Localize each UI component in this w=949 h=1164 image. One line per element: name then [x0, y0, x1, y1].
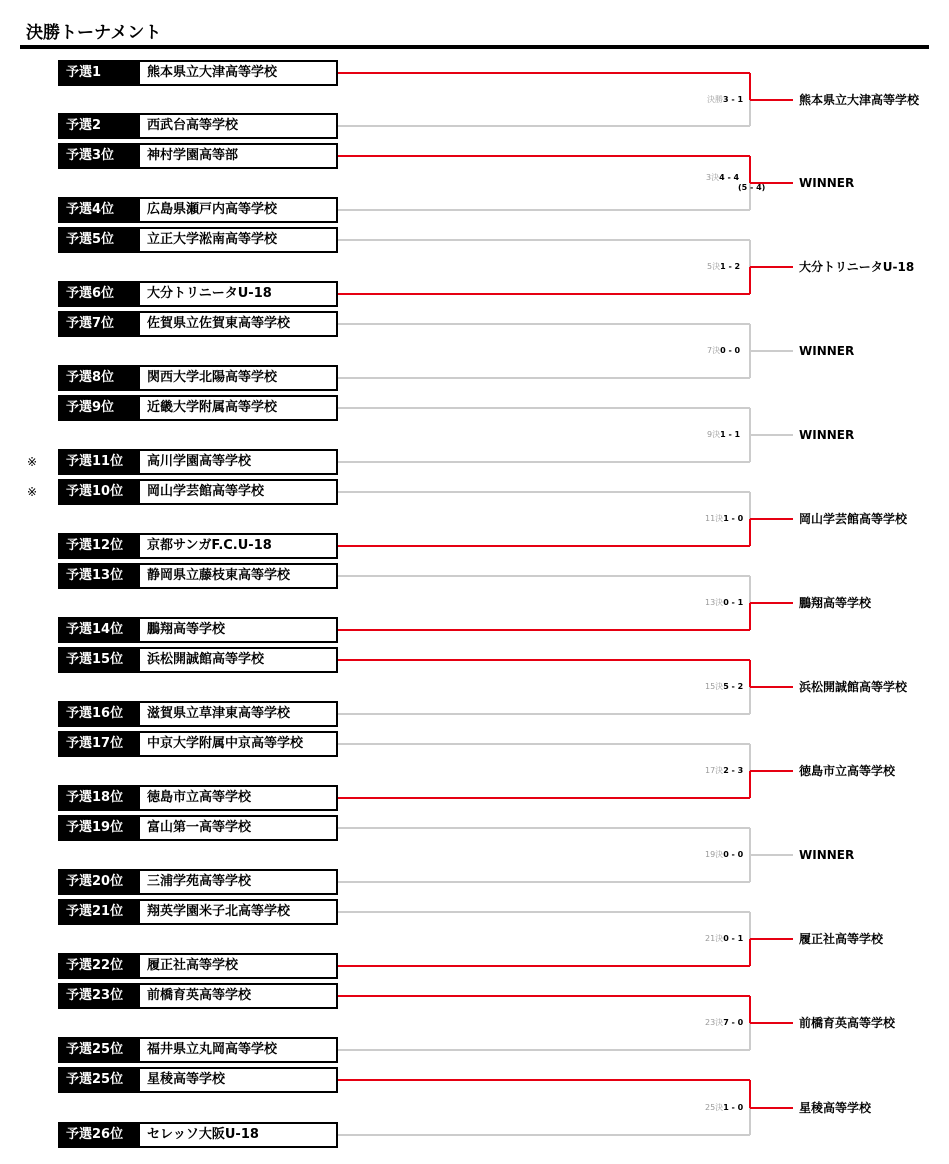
seed-label: 予選1 — [58, 60, 138, 86]
team-name: 履正社高等学校 — [138, 953, 338, 979]
team-name: 浜松開誠館高等学校 — [138, 647, 338, 673]
seed-label: 予選11位 — [58, 449, 138, 475]
seed-label: 予選3位 — [58, 143, 138, 169]
match-result: WINNER — [799, 848, 855, 862]
score-value: 0 - 1 — [723, 598, 744, 607]
team-name: 富山第一高等学校 — [138, 815, 338, 841]
team-name: 鵬翔高等学校 — [138, 617, 338, 643]
score-value: 1 - 0 — [723, 1103, 744, 1112]
match-score — [707, 95, 743, 105]
match-label: 17決 — [705, 766, 724, 775]
team-name: 西武台高等学校 — [138, 113, 338, 139]
match-label: 21決 — [705, 934, 724, 943]
match-score — [707, 346, 740, 356]
team-name: 広島県瀬戸内高等学校 — [138, 197, 338, 223]
team-name: セレッソ大阪U-18 — [138, 1122, 338, 1148]
note-mark: ※ — [27, 455, 38, 469]
team-name: 静岡県立藤枝東高等学校 — [138, 563, 338, 589]
team-name: 中京大学附属中京高等学校 — [138, 731, 338, 757]
seed-label: 予選25位 — [58, 1067, 138, 1093]
match-result: WINNER — [799, 344, 855, 358]
match-result: 星稜高等学校 — [799, 1101, 872, 1115]
match-score — [705, 850, 743, 860]
team-name: 滋賀県立草津東高等学校 — [138, 701, 338, 727]
score-value: 0 - 0 — [723, 850, 744, 859]
seed-label: 予選14位 — [58, 617, 138, 643]
match-label: 11決 — [705, 514, 724, 523]
match-label: 23決 — [705, 1018, 724, 1027]
note-mark: ※ — [27, 485, 38, 499]
seed-label: 予選8位 — [58, 365, 138, 391]
match-score — [705, 1103, 743, 1113]
team-name: 岡山学芸館高等学校 — [138, 479, 338, 505]
match-label: 7決 — [707, 346, 721, 355]
match-score — [707, 430, 740, 440]
team-name: 翔英学園米子北高等学校 — [138, 899, 338, 925]
team-name: 大分トリニータU-18 — [138, 281, 338, 307]
seed-label: 予選16位 — [58, 701, 138, 727]
match-score — [705, 514, 743, 524]
match-result: 前橋育英高等学校 — [799, 1016, 896, 1030]
seed-label: 予選4位 — [58, 197, 138, 223]
match-score — [705, 766, 743, 776]
match-score — [705, 934, 743, 944]
match-label: 25決 — [705, 1103, 724, 1112]
match-score — [705, 1018, 743, 1028]
team-name: 佐賀県立佐賀東高等学校 — [138, 311, 338, 337]
score-value: 0 - 0 — [720, 346, 741, 355]
seed-label: 予選25位 — [58, 1037, 138, 1063]
title-divider — [20, 45, 929, 49]
seed-label: 予選9位 — [58, 395, 138, 421]
team-name: 星稜高等学校 — [138, 1067, 338, 1093]
match-label: 13決 — [705, 598, 724, 607]
seed-label: 予選15位 — [58, 647, 138, 673]
seed-label: 予選19位 — [58, 815, 138, 841]
match-score — [706, 173, 766, 192]
match-label: 決勝 — [707, 95, 723, 104]
score-value: 5 - 2 — [723, 682, 744, 691]
seed-label: 予選21位 — [58, 899, 138, 925]
page-title: 決勝トーナメント — [26, 23, 162, 43]
seed-label: 予選10位 — [58, 479, 138, 505]
seed-label: 予選17位 — [58, 731, 138, 757]
team-name: 前橋育英高等学校 — [138, 983, 338, 1009]
match-result: 大分トリニータU-18 — [799, 260, 915, 274]
team-name: 関西大学北陽高等学校 — [138, 365, 338, 391]
match-result: 履正社高等学校 — [799, 932, 884, 946]
pk-score: (5 - 4) — [738, 183, 766, 192]
score-value: 4 - 4 — [719, 173, 740, 182]
seed-label: 予選6位 — [58, 281, 138, 307]
match-label: 3決 — [706, 173, 720, 182]
seed-label: 予選12位 — [58, 533, 138, 559]
seed-label: 予選23位 — [58, 983, 138, 1009]
team-name: 熊本県立大津高等学校 — [138, 60, 338, 86]
seed-label: 予選22位 — [58, 953, 138, 979]
score-value: 2 - 3 — [723, 766, 744, 775]
match-result: 浜松開誠館高等学校 — [799, 680, 908, 694]
match-result: WINNER — [799, 176, 855, 190]
seed-label: 予選18位 — [58, 785, 138, 811]
team-name: 福井県立丸岡高等学校 — [138, 1037, 338, 1063]
match-result: 徳島市立高等学校 — [799, 764, 896, 778]
seed-label: 予選26位 — [58, 1122, 138, 1148]
match-result: 熊本県立大津高等学校 — [799, 93, 920, 107]
team-name: 三浦学苑高等学校 — [138, 869, 338, 895]
match-result: 鵬翔高等学校 — [799, 596, 872, 610]
match-score — [707, 262, 740, 272]
match-result: 岡山学芸館高等学校 — [799, 512, 908, 526]
match-label: 19決 — [705, 850, 724, 859]
seed-label: 予選13位 — [58, 563, 138, 589]
team-name: 京都サンガF.C.U-18 — [138, 533, 338, 559]
match-label: 5決 — [707, 262, 721, 271]
match-label: 15決 — [705, 682, 724, 691]
score-value: 1 - 0 — [723, 514, 744, 523]
team-name: 高川学園高等学校 — [138, 449, 338, 475]
score-value: 1 - 2 — [720, 262, 741, 271]
team-name: 神村学園高等部 — [138, 143, 338, 169]
match-score — [705, 682, 743, 692]
seed-label: 予選5位 — [58, 227, 138, 253]
team-name: 立正大学淞南高等学校 — [138, 227, 338, 253]
seed-label: 予選20位 — [58, 869, 138, 895]
team-name: 徳島市立高等学校 — [138, 785, 338, 811]
seed-label: 予選7位 — [58, 311, 138, 337]
match-score — [705, 598, 743, 608]
team-name: 近畿大学附属高等学校 — [138, 395, 338, 421]
score-value: 7 - 0 — [723, 1018, 744, 1027]
score-value: 0 - 1 — [723, 934, 744, 943]
score-value: 3 - 1 — [723, 95, 744, 104]
score-value: 1 - 1 — [720, 430, 741, 439]
seed-label: 予選2 — [58, 113, 138, 139]
match-label: 9決 — [707, 430, 721, 439]
match-result: WINNER — [799, 428, 855, 442]
